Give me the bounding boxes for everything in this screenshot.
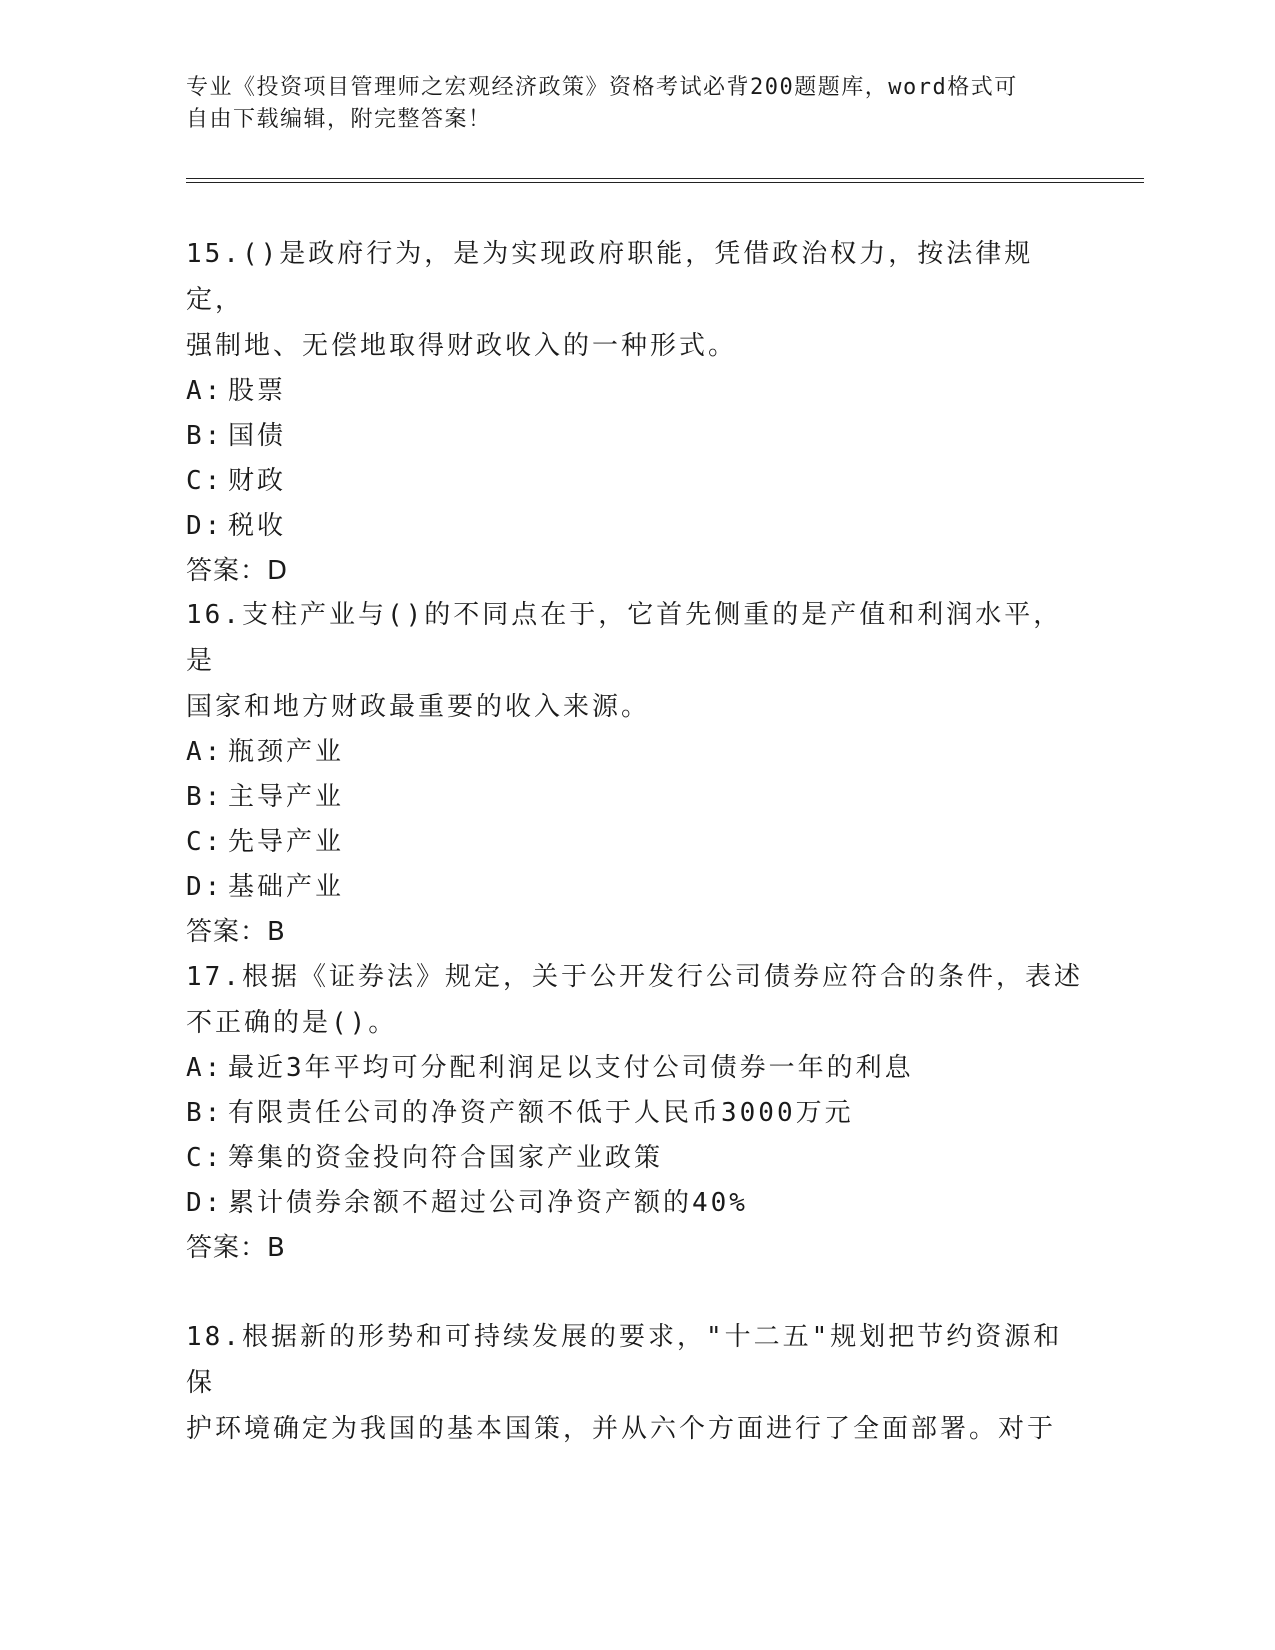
option-d <box>186 504 1086 549</box>
option-key: D: <box>186 872 224 902</box>
document-header <box>186 72 1066 136</box>
question-stem-line: 不正确的是()。 <box>186 1008 398 1038</box>
question-17 <box>186 954 1086 1271</box>
option-key: B: <box>186 782 224 812</box>
option-a <box>186 730 1086 775</box>
question-stem <box>186 231 1086 369</box>
question-stem <box>186 1314 1086 1452</box>
option-text: 主导产业 <box>228 782 345 812</box>
question-stem-line: 18.根据新的形势和可持续发展的要求，"十二五"规划把节约资源和保 <box>186 1322 1063 1398</box>
option-text: 国债 <box>228 421 287 451</box>
question-stem-line: 16.支柱产业与()的不同点在于，它首先侧重的是产值和利润水平，是 <box>186 600 1063 676</box>
option-key: A: <box>186 376 224 406</box>
question-stem-line: 强制地、无偿地取得财政收入的一种形式。 <box>186 331 738 361</box>
option-b <box>186 414 1086 459</box>
option-text: 累计债券余额不超过公司净资产额的40% <box>228 1188 748 1218</box>
option-a <box>186 369 1086 414</box>
option-c <box>186 459 1086 504</box>
answer-line: 答案：D <box>186 556 289 586</box>
option-c <box>186 1136 1086 1181</box>
option-text: 股票 <box>228 376 287 406</box>
option-c <box>186 820 1086 865</box>
option-key: A: <box>186 737 224 767</box>
option-key: C: <box>186 827 224 857</box>
answer-line: 答案：B <box>186 1233 286 1263</box>
option-d <box>186 865 1086 910</box>
question-15 <box>186 231 1086 594</box>
option-text: 先导产业 <box>228 827 345 857</box>
option-b <box>186 1091 1086 1136</box>
option-key: B: <box>186 421 224 451</box>
option-d <box>186 1181 1086 1226</box>
question-stem <box>186 954 1086 1046</box>
option-text: 最近3年平均可分配利润足以支付公司债券一年的利息 <box>228 1053 914 1083</box>
option-text: 财政 <box>228 466 287 496</box>
option-text: 瓶颈产业 <box>228 737 345 767</box>
question-stem-line: 15.()是政府行为，是为实现政府职能，凭借政治权力，按法律规定， <box>186 239 1034 315</box>
option-key: D: <box>186 511 224 541</box>
option-text: 基础产业 <box>228 872 345 902</box>
question-16 <box>186 592 1086 955</box>
option-key: D: <box>186 1188 224 1218</box>
option-key: A: <box>186 1053 224 1083</box>
option-key: C: <box>186 1143 224 1173</box>
option-key: C: <box>186 466 224 496</box>
answer-line: 答案：B <box>186 917 286 947</box>
question-18 <box>186 1314 1086 1452</box>
option-b <box>186 775 1086 820</box>
question-stem-line: 17.根据《证券法》规定，关于公开发行公司债券应符合的条件，表述 <box>186 962 1083 992</box>
header-line-1: 专业《投资项目管理师之宏观经济政策》资格考试必背200题题库，word格式可 <box>186 75 1018 100</box>
question-stem <box>186 592 1086 730</box>
header-divider-bottom <box>186 182 1144 183</box>
header-line-2: 自由下载编辑，附完整答案！ <box>186 107 492 132</box>
option-text: 筹集的资金投向符合国家产业政策 <box>228 1143 664 1173</box>
question-stem-line: 国家和地方财政最重要的收入来源。 <box>186 692 651 722</box>
option-text: 税收 <box>228 511 287 541</box>
header-divider-top <box>186 178 1144 179</box>
option-text: 有限责任公司的净资产额不低于人民币3000万元 <box>228 1098 854 1128</box>
question-stem-line: 护环境确定为我国的基本国策，并从六个方面进行了全面部署。对于 <box>186 1414 1057 1444</box>
option-key: B: <box>186 1098 224 1128</box>
option-a <box>186 1046 1086 1091</box>
